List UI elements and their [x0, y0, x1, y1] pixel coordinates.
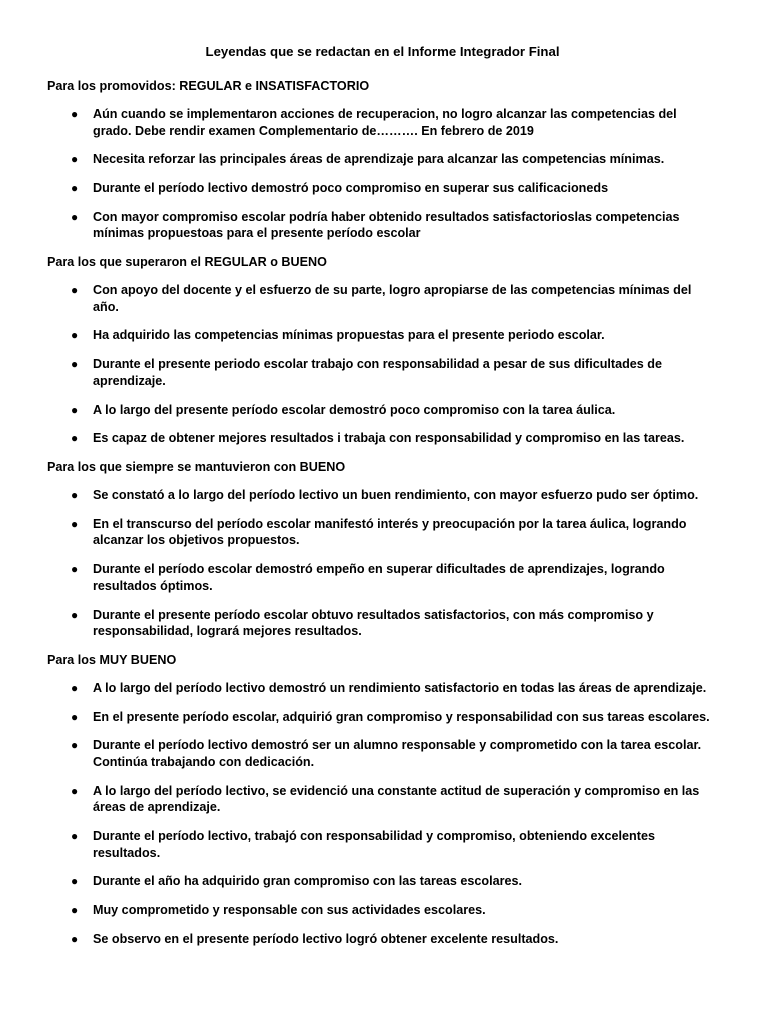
list-item: [47, 430, 728, 447]
section-heading: Para los que siempre se mantuvieron con BUENO: [47, 460, 346, 475]
section-heading: Para los que superaron el REGULAR o BUENO: [47, 255, 327, 270]
list-item-text: Durante el año ha adquirido gran compromiso con las tareas escolares.: [93, 874, 523, 889]
list-item: [47, 282, 728, 315]
bullet-icon: ●: [71, 516, 79, 531]
list-item-text: Durante el período escolar demostró empeño en superar dificultades de aprendizajes, logrando resultados óptimos.: [93, 562, 665, 593]
list-item-text: Es capaz de obtener mejores resultados i trabaja con responsabilidad y compromiso en las tareas.: [93, 431, 685, 446]
list-item: [47, 902, 728, 919]
list-item-text: En el transcurso del período escolar manifestó interés y preocupación por la tarea áulica, logrando alcanzar los objetivos propuestos.: [93, 516, 687, 548]
list-item-text: A lo largo del período lectivo demostró un rendimiento satisfactorio en todas las áreas de aprendizaje.: [93, 680, 707, 695]
bullet-icon: ●: [71, 107, 79, 121]
list-item-text: Durante el período lectivo demostró poco compromiso en superar sus calificacioneds: [93, 181, 609, 196]
list-item-text: Con apoyo del docente y el esfuerzo de su parte, logro apropiarse de las competencias mínimas del año.: [93, 283, 692, 314]
list-item-text: Durante el presente periodo escolar trabajo con responsabilidad a pesar de sus dificultades de aprendizaje.: [93, 357, 662, 388]
bullet-icon: ●: [71, 402, 79, 417]
bullet-icon: ●: [71, 874, 79, 889]
bullet-list: [47, 106, 728, 242]
section-muy-bueno: [47, 652, 728, 948]
bullet-icon: ●: [71, 328, 79, 343]
list-item: [47, 356, 728, 389]
bullet-icon: ●: [71, 431, 79, 446]
list-item: [47, 209, 728, 242]
bullet-icon: ●: [71, 829, 79, 844]
list-item-text: Durante el período lectivo demostró ser un alumno responsable y comprometido con la tarea escolar. Continúa trabajando con dedicación.: [93, 738, 702, 769]
bullet-list: [47, 282, 728, 447]
bullet-icon: ●: [71, 738, 79, 753]
list-item: [47, 327, 728, 344]
list-item-text: A lo largo del período lectivo, se evidenció una constante actitud de superación y compromiso en las áreas de aprendizaje.: [93, 783, 700, 815]
bullet-icon: ●: [71, 209, 79, 224]
bullet-list: [47, 680, 728, 948]
section-promovidos: [47, 78, 728, 242]
list-item: [47, 709, 728, 726]
bullet-icon: ●: [71, 903, 79, 918]
bullet-icon: ●: [71, 181, 79, 196]
list-item: [47, 873, 728, 890]
list-item: [47, 783, 728, 816]
list-item: [47, 828, 728, 861]
bullet-icon: ●: [71, 709, 79, 724]
bullet-icon: ●: [71, 562, 79, 577]
list-item-text: Se observo en el presente período lectivo logró obtener excelente resultados.: [93, 931, 559, 946]
bullet-icon: ●: [71, 152, 79, 167]
list-item-text: Con mayor compromiso escolar podría haber obtenido resultados satisfactorioslas competencias mínimas propuestoas para el presente período escolar: [93, 209, 680, 241]
list-item: [47, 931, 728, 948]
list-item-text: En el presente período escolar, adquirió gran compromiso y responsabilidad con sus tareas escolares.: [93, 709, 710, 724]
bullet-icon: ●: [71, 783, 79, 798]
list-item-text: Necesita reforzar las principales áreas de aprendizaje para alcanzar las competencias mínimas.: [93, 152, 665, 167]
bullet-icon: ●: [71, 283, 79, 298]
list-item-text: Aún cuando se implementaron acciones de recuperacion, no logro alcanzar las competencias del grado. Debe rendir examen Complementario de………. En febrero de 2019: [93, 107, 677, 138]
section-superaron: [47, 254, 728, 447]
bullet-icon: ●: [71, 931, 79, 946]
list-item: [47, 151, 728, 168]
list-item: [47, 737, 728, 770]
section-heading: Para los promovidos: REGULAR e INSATISFACTORIO: [47, 79, 370, 93]
bullet-list: [47, 487, 728, 639]
list-item: [47, 516, 728, 549]
list-item: [47, 607, 728, 640]
bullet-icon: ●: [71, 680, 79, 695]
list-item-text: Durante el período lectivo, trabajó con responsabilidad y compromiso, obteniendo excelentes resultados.: [93, 829, 655, 860]
list-item-text: Ha adquirido las competencias mínimas propuestas para el presente periodo escolar.: [93, 328, 605, 343]
bullet-icon: ●: [71, 488, 79, 503]
list-item-text: Se constató a lo largo del período lectivo un buen rendimiento, con mayor esfuerzo pudo ser óptimo.: [93, 488, 699, 503]
list-item: [47, 106, 728, 139]
list-item-text: Muy comprometido y responsable con sus actividades escolares.: [93, 903, 486, 918]
bullet-icon: ●: [71, 357, 79, 372]
bullet-icon: ●: [71, 607, 79, 622]
section-heading: Para los MUY BUENO: [47, 652, 177, 667]
document-title: Leyendas que se redactan en el Informe Integrador Final: [205, 44, 560, 59]
section-bueno: [47, 459, 728, 639]
list-item: [47, 402, 728, 419]
list-item: [47, 561, 728, 594]
list-item-text: A lo largo del presente período escolar demostró poco compromiso con la tarea áulica.: [93, 402, 616, 417]
list-item: [47, 680, 728, 697]
list-item: [47, 487, 728, 504]
list-item: [47, 180, 728, 197]
list-item-text: Durante el presente período escolar obtuvo resultados satisfactorios, con más compromiso y responsabilidad, logrará mejores resultados.: [93, 607, 654, 639]
